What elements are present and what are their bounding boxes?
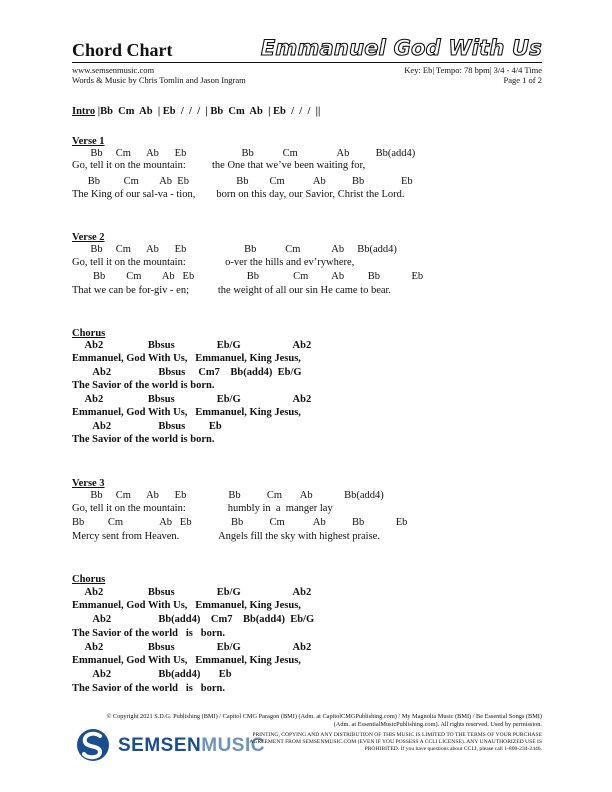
song-credits: Words & Music by Chris Tomlin and Jason Ingram [72, 75, 246, 85]
chart-line-ch2-c3: Ab2 Bbsus Eb/G Ab2 [72, 642, 312, 653]
website-link[interactable]: www.semsenmusic.com [72, 65, 155, 75]
chart-line-v1-l1: Go, tell it on the mountain: the One that we’ve been waiting for, [72, 160, 366, 171]
key-tempo: Key: Eb| Tempo: 78 bpm| 3/4 - 4/4 Time [404, 65, 542, 75]
chart-line-v2-l2: That we can be for-giv - en; the weight of all our sin He came to bear. [72, 285, 392, 296]
chart-line-v1-label: Verse 1 [72, 136, 105, 147]
chart-line-v3-l2: Mercy sent from Heaven. Angels fill the sky with highest praise. [72, 531, 380, 542]
intro-line [72, 106, 320, 118]
chart-line-ch2-c4: Ab2 Bb(add4) Eb [72, 669, 232, 680]
chart-line-v2-c2: Bb Cm Ab Eb Bb Cm Ab Bb Eb [72, 271, 424, 282]
page-number: Page 1 of 2 [503, 75, 542, 85]
header-meta-left [72, 65, 246, 85]
chart-line-ch1-l1: Emmanuel, God With Us, Emmanuel, King Jesus, [72, 353, 301, 364]
chart-line-v3-label: Verse 3 [72, 478, 105, 489]
copyright-notice: © Copyright 2021 S.D.G. Publishing (BMI) / Capitol CMG Paragon (BMI) (Adm. at CapitolCMGPublishing.com) / My Magnolia Music (BMI) / Be Essential Songs (BMI) (Adm. at EssentialMusicPublishing.com). All rights reserved. Used by permission. [106, 713, 542, 728]
chart-line-v2-l1: Go, tell it on the mountain: o-ver the hills and ev’rywhere, [72, 257, 355, 268]
chart-line-v3-c2: Bb Cm Ab Eb Bb Cm Ab Bb Eb [72, 517, 408, 528]
chart-line-ch1-l3: Emmanuel, God With Us, Emmanuel, King Jesus, [72, 407, 301, 418]
chart-line-v3-l1: Go, tell it on the mountain: humbly in a manger lay [72, 503, 333, 514]
chart-line-ch1-label: Chorus [72, 328, 106, 339]
chart-line-ch2-c1: Ab2 Bbsus Eb/G Ab2 [72, 587, 312, 598]
chart-line-v1-c2: Bb Cm Ab Eb Bb Cm Ab Bb Eb [72, 176, 413, 187]
chart-line-ch1-c2: Ab2 Bbsus Cm7 Bb(add4) Eb/G [72, 367, 302, 378]
chart-line-v1-c1: Bb Cm Ab Eb Bb Cm Ab Bb(add4) [72, 148, 416, 159]
chart-line-ch2-l2: The Savior of the world is born. [72, 628, 225, 639]
chart-line-ch2-l3: Emmanuel, God With Us, Emmanuel, King Jesus, [72, 655, 301, 666]
chart-line-ch2-l1: Emmanuel, God With Us, Emmanuel, King Jesus, [72, 600, 301, 611]
chart-line-ch2-label: Chorus [72, 574, 106, 585]
doc-type-title: Chord Chart [72, 40, 173, 60]
chart-line-ch1-c3: Ab2 Bbsus Eb/G Ab2 [72, 394, 312, 405]
chart-line-v3-c1: Bb Cm Ab Eb Bb Cm Ab Bb(add4) [72, 490, 384, 501]
logo-sub: MUSIC [201, 735, 265, 756]
chart-line-ch1-c4: Ab2 Bbsus Eb [72, 421, 222, 432]
chart-line-v2-c1: Bb Cm Ab Eb Bb Cm Ab Bb(add4) [72, 244, 397, 255]
chart-line-v2-label: Verse 2 [72, 232, 105, 243]
chart-line-ch1-l2: The Savior of the world is born. [72, 380, 215, 391]
chart-line-ch1-l4: The Savior of the world is born. [72, 434, 215, 445]
song-title: Emmanuel God With Us [260, 36, 542, 60]
chart-line-v1-l2: The King of our sal-va - tion, born on this day, our Savior, Christ the Lord. [72, 189, 405, 200]
header-divider [72, 62, 542, 63]
logo-main: SEMSEN [118, 735, 202, 756]
legal-notice: PRINTING, COPYING AND ANY DISTRIBUTION OF THIS MUSIC IS LIMITED TO THE TERMS OF YOUR PURCHASE AGREEMENT FROM SEMSENMUSIC.COM (EVEN IF YOU POSSESS A CCLI LICENSE). ANY UNAUTHORIZED USE IS PROHIBITED. If you have questions about CCLI, please call 1-800-234-2446. [249, 732, 542, 752]
intro-label: Intro [72, 106, 96, 117]
chart-line-ch1-c1: Ab2 Bbsus Eb/G Ab2 [72, 340, 312, 351]
chart-line-ch2-c2: Ab2 Bb(add4) Cm7 Bb(add4) Eb/G [72, 614, 315, 625]
header-meta-right [404, 65, 542, 85]
intro-chords: |Bb Cm Ab | Eb / / / | Bb Cm Ab | Eb / / / || [95, 106, 321, 117]
chart-line-ch2-l4: The Savior of the world is born. [72, 683, 225, 694]
